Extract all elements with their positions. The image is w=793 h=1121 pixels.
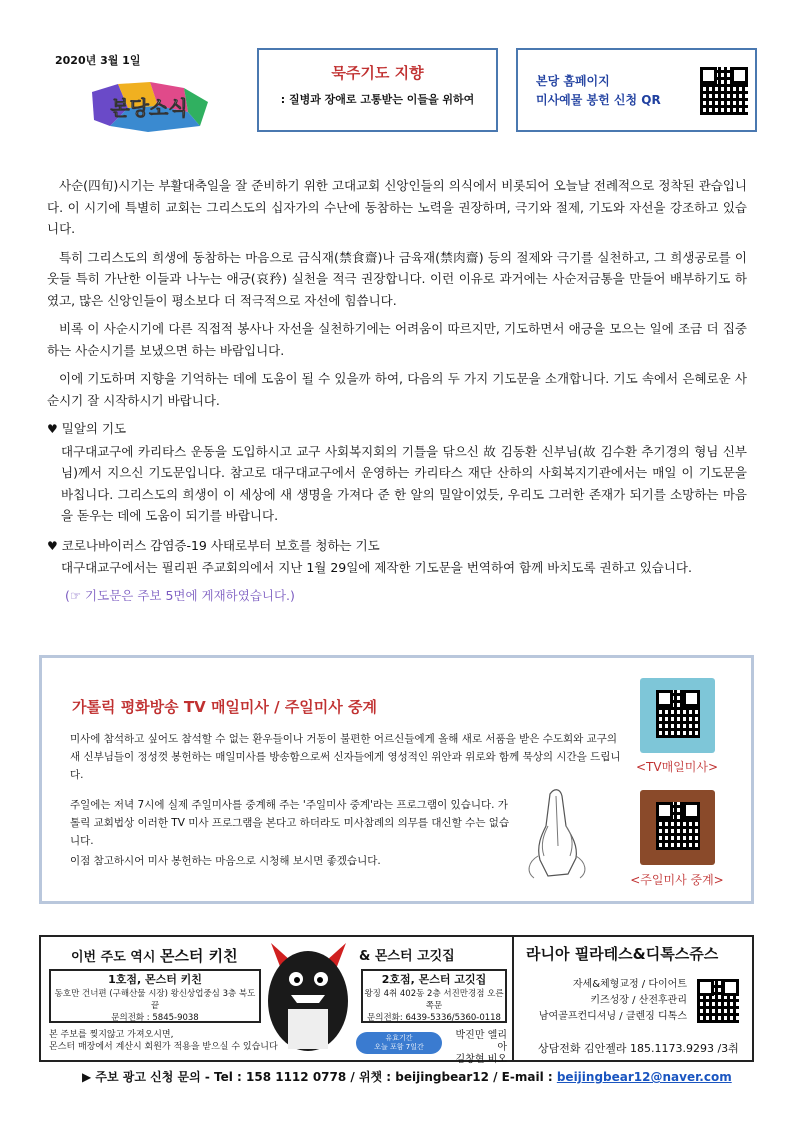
article-paragraph: 특히 그리스도의 희생에 동참하는 마음으로 금식재(禁食齋)나 금육재(禁肉齋) 등의 절제와 극기를 실천하고, 그 희생공로를 이웃들 특히 가난한 이들과 나누는 애긍(哀矜) 실천을 적극 권장합니다. 이런 이유로 과거에는 사순저금통을 만들어 배부하기도 하였고, 많은 신앙인들이 평소보다 더 적극적으로 자선에 힘씁니다. [47, 249, 747, 308]
tv-daily-mass-qr-code[interactable] [656, 690, 700, 738]
rosary-intention-title: 묵주기도 지향 [331, 64, 424, 82]
tv-mass-paragraph: 주일에는 저녁 7시에 실제 주일미사를 중계해 주는 '주일미사 중계'라는 프로그램이 있습니다. 가톨릭 교회법상 이러한 TV 미사 프로그램을 본다고 하더라도 미사참례의 의무를 대신할 수는 없습니다. [70, 799, 510, 847]
rosary-intention-text: : 질병과 장애로 고통받는 이들을 위하여 [280, 93, 475, 106]
prayer-item-title: 코로나바이러스 감염증-19 사태로부터 보호를 청하는 기도 [61, 537, 380, 553]
prayer-item-2 [47, 535, 747, 579]
sunday-mass-qr-tile[interactable] [640, 790, 715, 865]
shop-owners: 박진만 엘리아 김창현 비오 [455, 1030, 507, 1065]
homepage-qr-box [516, 48, 757, 132]
shop-2-name: 2호점, 몬스터 고깃집 [381, 973, 487, 986]
ad-divider [512, 937, 514, 1060]
ad-headline-left: 이번 주도 역시 몬스터 키친 [71, 947, 238, 965]
shop-1-phone: 문의전화 : 5845-9038 [111, 1013, 199, 1023]
main-article [47, 175, 747, 606]
heart-bullet-icon: ♥ [47, 422, 58, 436]
bulletin-logo [88, 82, 210, 132]
shop-2-box [361, 969, 507, 1023]
validity-badge: 유효기간 오늘 포함 7일간 [356, 1032, 442, 1054]
tv-daily-mass-caption: <TV매일미사> [635, 760, 719, 774]
coupon-notice: 본 주보를 찢지않고 가져오시면, 몬스터 매장에서 계산시 회원가 적용을 받으실 수 있습니다 [49, 1030, 278, 1052]
footer-contact [82, 1068, 732, 1085]
shop-1-address: 동호만 건너편 (구해산물 시장) 왕신상업중심 3층 북도끝 [54, 989, 256, 1011]
ad-headline-name: 몬스터 키친 [159, 947, 238, 965]
pilates-phone: 상담전화 김안젤라 185.1173.9293 /3취 [538, 1042, 739, 1055]
article-paragraph: 비록 이 사순시기에 다른 직접적 봉사나 자선을 실천하기에는 어려움이 따르지만, 기도하면서 애긍을 모으는 일에 조금 더 집중하는 사순시기를 보냈으면 하는 바람입니다. [47, 321, 747, 358]
shop-1-name: 1호점, 몬스터 키친 [108, 973, 202, 986]
tv-mass-title: 가톨릭 평화방송 TV 매일미사 / 주일미사 중계 [72, 698, 377, 716]
prayer-item-text: 대구대교구에 카리타스 운동을 도입하시고 교구 사회복지회의 기틀을 닦으신 故 김동환 신부님(故 김수환 추기경의 형님 신부님)께서 지으신 기도문입니다. 참고로 대구대교구에서 운영하는 카리타스 재단 산하의 사회복지기관에서는 매일 이 기도문을 바칩니다. 그리스도의 희생이 이 세상에 새 생명을 가져다 준 한 알의 밀알이었듯, 우리도 그러한 존재가 되기를 소망하는 마음을 돋우는 데에 도움이 되기를 바랍니다. [61, 443, 747, 523]
tv-daily-mass-qr-tile[interactable] [640, 678, 715, 753]
pilates-title: 라니아 필라테스&디톡스쥬스 [526, 945, 719, 963]
prayer-item-title: 밀알의 기도 [61, 421, 127, 436]
rosary-intention-box [257, 48, 498, 132]
sunday-mass-caption: <주일미사 중계> [630, 873, 724, 887]
ad-headline-right: & 몬스터 고깃집 [359, 949, 455, 964]
prayer-item-1 [47, 418, 747, 527]
footer-text: ▶ 주보 광고 신청 문의 - Tel : 158 1112 0778 / 위챗 : beijingbear12 / E-mail : [82, 1070, 553, 1084]
homepage-qr-code[interactable] [700, 67, 748, 115]
logo-text: 본당소식 [110, 96, 188, 120]
shop-2-address: 왕징 4취 402동 2층 서진만경점 오른쪽문 [364, 989, 504, 1011]
tv-mass-paragraph: 미사에 참석하고 싶어도 참석할 수 없는 환우들이나 거동이 불편한 어르신들에게 올해 새로 서품을 받은 수도회와 교구의 새 신부님들이 정성껏 봉헌하는 매일미사를 방송함으로써 신자들에게 영성적인 위안과 위로와 함께 묵상의 시간을 드립니다. [70, 733, 621, 781]
praying-hands-icon [520, 786, 595, 881]
homepage-qr-label: 본당 홈페이지 미사예물 봉헌 신청 QR [536, 74, 661, 107]
prayer-note: (☞ 기도문은 주보 5면에 게재하였습니다.) [65, 587, 295, 603]
heart-bullet-icon: ♥ [47, 538, 58, 553]
advertisement-box [39, 935, 754, 1065]
article-paragraph: 이에 기도하며 지향을 기억하는 데에 도움이 될 수 있을까 하여, 다음의 두 가지 기도문을 소개합니다. 기도 속에서 은혜로운 사순시기 잘 시작하시기 바랍니다. [47, 371, 747, 408]
shop-1-box [49, 969, 261, 1023]
sunday-mass-qr-code[interactable] [656, 802, 700, 850]
pilates-services: 자세&체형교정 / 다이어트 키즈성장 / 산전후관리 남여골프컨디셔닝 / 클렌징 디톡스 [538, 979, 687, 1022]
pilates-qr-code[interactable] [697, 979, 739, 1023]
tv-mass-box [39, 655, 754, 904]
shop-2-phone: 문의전화: 6439-5336/5360-0118 [367, 1013, 501, 1023]
tv-mass-paragraph: 이점 참고하시어 미사 봉헌하는 마음으로 시청해 보시면 좋겠습니다. [70, 855, 381, 867]
article-paragraph: 사순(四旬)시기는 부활대축일을 잘 준비하기 위한 고대교회 신앙인들의 의식에서 비롯되어 오늘날 전례적으로 정착된 관습입니다. 이 시기에 특별히 교회는 그리스도의 십자가의 수난에 동참하는 노력을 권장하며, 극기와 절제, 기도와 자선을 강조하고 있습니다. [47, 178, 747, 236]
prayer-item-text: 대구대교구에서는 필리핀 주교회의에서 지난 1월 29일에 제작한 기도문을 번역하여 함께 바치도록 권하고 있습니다. [61, 560, 692, 575]
footer-email-link[interactable]: beijingbear12@naver.com [556, 1070, 732, 1084]
issue-date: 2020년 3월 1일 [55, 54, 141, 67]
